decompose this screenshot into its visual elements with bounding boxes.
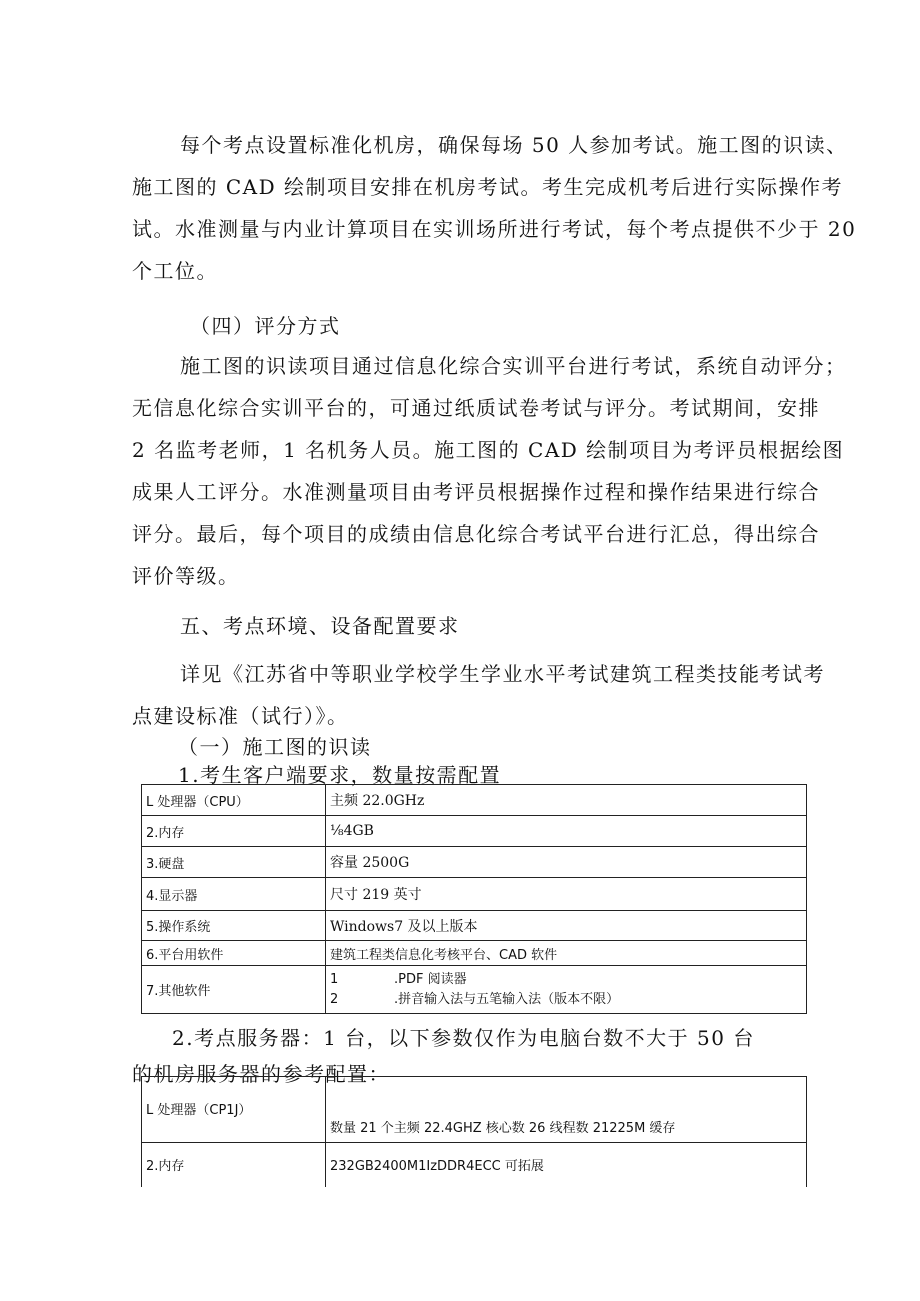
spec-label: 3.硬盘 bbox=[142, 847, 326, 878]
spec-value: 主频 22.0GHz bbox=[326, 785, 807, 816]
list-text: .PDF 阅读器 bbox=[394, 971, 467, 987]
spec-value: 建筑工程类信息化考核平台、CAD 软件 bbox=[326, 941, 807, 966]
text-line: 详见《江苏省中等职业学校学生学业水平考试建筑工程类技能考试考 bbox=[180, 662, 825, 686]
list-text: .拼音输入法与五笔输入法（版本不限） bbox=[394, 991, 620, 1007]
table-row bbox=[142, 966, 807, 1014]
text-line: 2 名监考老师，1 名机务人员。施工图的 CAD 绘制项目为考评员根据绘图 bbox=[132, 438, 845, 462]
spec-label: 5.操作系统 bbox=[142, 911, 326, 941]
spec-label: 2.内存 bbox=[142, 816, 326, 847]
table-row bbox=[142, 816, 807, 847]
spec-value-list bbox=[326, 966, 807, 1014]
list-number: 2 bbox=[330, 991, 339, 1007]
text-line: 评价等级。 bbox=[132, 564, 240, 588]
heading-scoring-method: （四）评分方式 bbox=[190, 314, 341, 338]
text-line: 施工图的 CAD 绘制项目安排在机房考试。考生完成机考后进行实际操作考 bbox=[132, 175, 843, 199]
table-row bbox=[142, 878, 807, 911]
text-line: 无信息化综合实训平台的，可通过纸质试卷考试与评分。考试期间，安排 bbox=[132, 396, 820, 420]
table-row bbox=[142, 847, 807, 878]
text-line: 评分。最后，每个项目的成绩由信息化综合考试平台进行汇总，得出综合 bbox=[132, 522, 820, 546]
table-row bbox=[142, 1077, 807, 1143]
table-row bbox=[142, 1143, 807, 1187]
spec-label: 7.其他软件 bbox=[142, 966, 326, 1014]
heading-drawing-reading: （一）施工图的识读 bbox=[178, 735, 372, 759]
spec-label: 6.平台用软件 bbox=[142, 941, 326, 966]
table-row bbox=[142, 911, 807, 941]
table-row bbox=[142, 785, 807, 816]
text-line: 的机房服务器的参考配置： bbox=[132, 1062, 390, 1086]
text-line: 点建设标准（试行）》。 bbox=[132, 704, 349, 728]
spec-value: 尺寸 219 英寸 bbox=[326, 878, 807, 911]
table-row bbox=[142, 941, 807, 966]
paragraph-exam-rooms bbox=[132, 124, 857, 292]
paragraph-reference bbox=[132, 653, 825, 737]
server-spec-table bbox=[141, 1076, 807, 1187]
text-line: 每个考点设置标准化机房，确保每场 50 人参加考试。施工图的识读、 bbox=[180, 133, 848, 157]
paragraph-scoring bbox=[132, 345, 847, 597]
spec-value: 数量 21 个主频 22.4GHZ 核心数 26 线程数 21225M 缓存 bbox=[326, 1077, 807, 1143]
text-line: 施工图的识读项目通过信息化综合实训平台进行考试，系统自动评分； bbox=[180, 354, 847, 378]
client-spec-table bbox=[141, 784, 807, 1014]
text-line: 个工位。 bbox=[132, 259, 218, 283]
heading-section-5: 五、考点环境、设备配置要求 bbox=[180, 614, 460, 638]
list-number: 1 bbox=[330, 971, 339, 987]
list-item bbox=[330, 970, 802, 990]
spec-value: 容量 2500G bbox=[326, 847, 807, 878]
text-line: 2.考点服务器：1 台，以下参数仅作为电脑台数不大于 50 台 bbox=[172, 1026, 755, 1050]
spec-label: 4.显示器 bbox=[142, 878, 326, 911]
spec-value: 232GB2400M1IzDDR4ECC 可拓展 bbox=[326, 1143, 807, 1187]
heading-client-requirements: 1.考生客户端要求，数量按需配置 bbox=[178, 763, 502, 787]
list-item bbox=[330, 990, 802, 1010]
text-line: 试。水准测量与内业计算项目在实训场所进行考试，每个考点提供不少于 20 bbox=[132, 217, 857, 241]
spec-value: Windows7 及以上版本 bbox=[326, 911, 807, 941]
spec-value: ⅛4GB bbox=[326, 816, 807, 847]
text-line: 成果人工评分。水准测量项目由考评员根据操作过程和操作结果进行综合 bbox=[132, 480, 820, 504]
spec-label: L 处理器（CPU） bbox=[142, 785, 326, 816]
spec-label: L 处理器（CP1J） bbox=[142, 1077, 326, 1143]
spec-label: 2.内存 bbox=[142, 1143, 326, 1187]
